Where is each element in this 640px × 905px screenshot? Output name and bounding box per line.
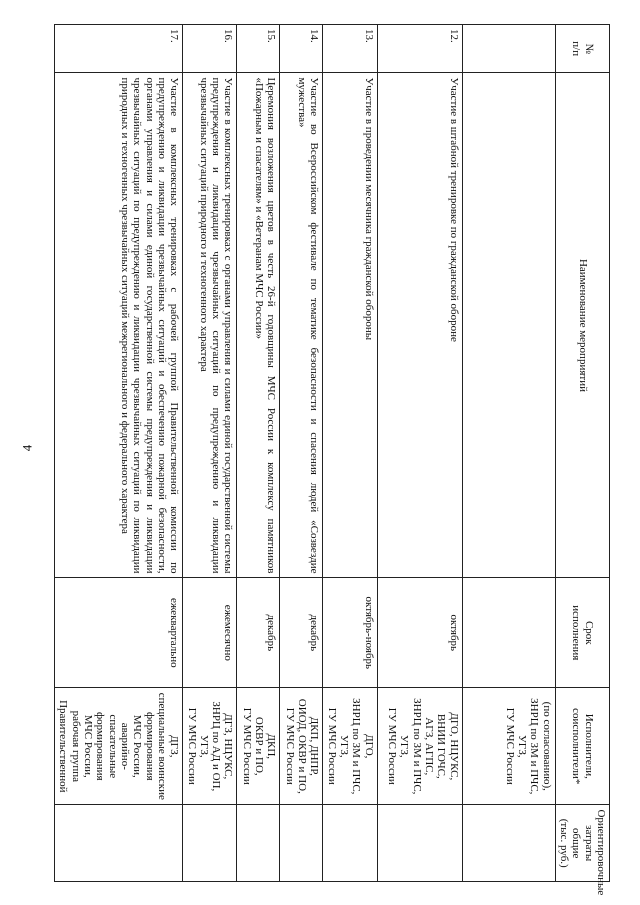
cost-cell <box>280 805 323 882</box>
activity-name: Участие во Всероссийском фестивале по тематике безопасности и спасения людей «Созвездие мужества» <box>280 73 323 578</box>
activity-name: Участие в комплексных тренировках с рабочей группой Правительственной комиссии по предупреждению и ликвидации чрезвычайных ситуаций и обеспечению пожарной безопасности, органами управления и силами единой государственной системы предупреждения и ликвидации чрезвычайных ситуаций по предупреждению и ликвидации чрезвычайных ситуаций по ликвидации природных и техногенных чрезвычайных ситуаций межрегионального и федерального характера <box>55 73 183 578</box>
page-number: 4 <box>19 444 35 452</box>
executors-cell: (по согласованию), ЗНРЦ по ЗМ и ПЧС, УГЗ, ГУ МЧС России <box>462 688 555 805</box>
activity-name: Церемония возложения цветов в честь 26-й годовщины МЧС России к комплексу памятников «Пожарным и спасателям» и «Ветеранам МЧС России» <box>237 73 280 578</box>
table-row <box>377 25 462 882</box>
term-cell: октябрь-ноябрь <box>323 578 377 688</box>
executors-cell: ДГО, НЦУКС, ВНИИ ГОЧС, АГЗ, АГПС, ЗНРЦ по ЗМ и ПЧС, УГЗ, ГУ МЧС России <box>377 688 462 805</box>
table-row-continuation <box>462 25 555 882</box>
table-header-row <box>555 25 609 882</box>
rotated-page <box>57 24 610 896</box>
term-cell: декабрь <box>280 578 323 688</box>
cost-cell <box>237 805 280 882</box>
executors-cell: ДГО, ЗНРЦ по ЗМ и ПЧС, УГЗ, ГУ МЧС России <box>323 688 377 805</box>
table-row <box>183 25 237 882</box>
activity-name: Участие в комплексных тренировках с органами управления и силами единой государственной системы предупреждения и ликвидации чрезвычайных ситуаций по предупреждению и ликвидации чрезвычайных ситуаций природного и техногенного характера <box>183 73 237 578</box>
term-cell: ежеквартально <box>55 578 183 688</box>
cost-cell <box>183 805 237 882</box>
cost-cell <box>323 805 377 882</box>
activity-name: Участие в проведении месячника гражданской обороны <box>323 73 377 578</box>
row-number: 13. <box>323 25 377 73</box>
header-executors: Исполнители, соисполнители* <box>555 688 609 805</box>
header-activity-name: Наименование мероприятий <box>555 73 609 578</box>
activity-name: Участие в штабной тренировке по гражданской обороне <box>377 73 462 578</box>
row-number: 14. <box>280 25 323 73</box>
table-row <box>55 25 183 882</box>
row-number: 12. <box>377 25 462 73</box>
header-number: № п/п <box>555 25 609 73</box>
term-cell: ежемесячно <box>183 578 237 688</box>
executors-cell: ДКП, ОКВР и ПО, ГУ МЧС России <box>237 688 280 805</box>
table-row <box>280 25 323 882</box>
term-cell: декабрь <box>237 578 280 688</box>
executors-cell: ДГЗ, специальные воинские формирования МЧС России, аварийно-спасательные формирования МЧС России, рабочая группа Правительственной <box>55 688 183 805</box>
table-row <box>237 25 280 882</box>
table-row <box>323 25 377 882</box>
row-number: 16. <box>183 25 237 73</box>
row-number: 15. <box>237 25 280 73</box>
cost-cell <box>377 805 462 882</box>
row-number: 17. <box>55 25 183 73</box>
cost-cell <box>55 805 183 882</box>
term-cell: октябрь <box>377 578 462 688</box>
header-cost: Ориентировочные затраты общие (тыс. руб.) <box>555 805 609 882</box>
header-term: Срок исполнения <box>555 578 609 688</box>
executors-cell: ДКП, ДНПР, ОИОД, ОКВР и ПО, ГУ МЧС России <box>280 688 323 805</box>
executors-cell: ДГЗ, НЦУКС, ЗНРЦ по АД и ОП, УГЗ, ГУ МЧС России <box>183 688 237 805</box>
activities-table <box>54 24 610 896</box>
